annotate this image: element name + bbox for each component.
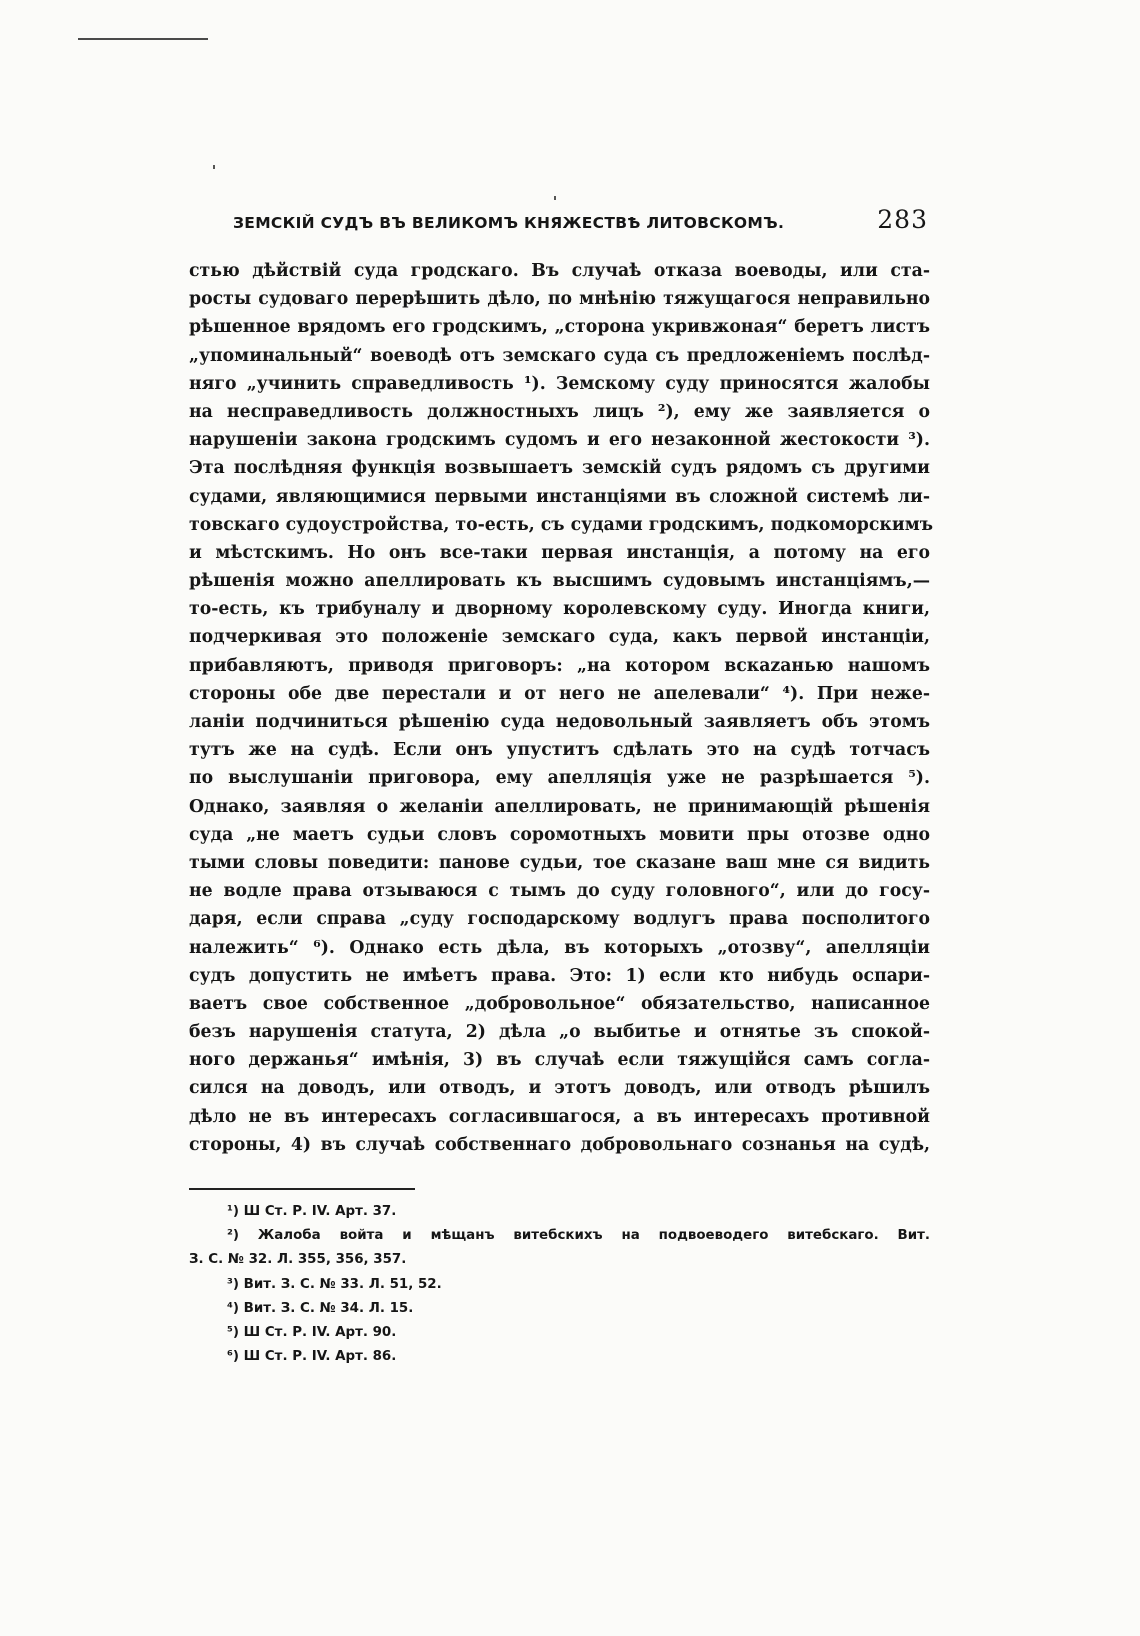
text-line: ланіи подчиниться рѣшенію суда недовольный заявляетъ объ этомъ bbox=[189, 712, 930, 732]
text-line: тутъ же на судѣ. Если онъ упуститъ сдѣлать это на судѣ тотчасъ bbox=[189, 740, 930, 761]
footnote-separator bbox=[189, 1188, 415, 1190]
text-line: нарушеніи закона гродскимъ судомъ и его незаконной жестокости ³). bbox=[189, 430, 930, 451]
footnote: ²) Жалоба войта и мѣщанъ витебскихъ на подвоеводего витебскаго. Вит. bbox=[227, 1228, 930, 1244]
text-line: по выслушаніи приговора, ему апелляція уже не разрѣшается ⁵). bbox=[189, 768, 930, 789]
text-line: ного держанья“ имѣнія, 3) въ случаѣ если тяжущійся самъ согла- bbox=[189, 1050, 930, 1071]
text-line: суда „не маетъ судьи словъ соромотныхъ мовити пры отозве одно bbox=[189, 824, 930, 845]
text-line: ваетъ свое собственное „добровольное“ обязательство, написанное bbox=[189, 993, 930, 1014]
text-line: „упоминальный“ воеводѣ отъ земскаго суда съ предложеніемъ послѣд- bbox=[189, 345, 930, 366]
text-line: безъ нарушенія статута, 2) дѣла „о выбитье и отнятье зъ спокой- bbox=[189, 1022, 930, 1043]
text-line: Эта послѣдняя функція возвышаетъ земскій судъ рядомъ съ другими bbox=[189, 458, 930, 479]
scan-speck bbox=[213, 165, 215, 169]
text-line: судами, являющимися первыми инстанціями въ сложной системѣ ли- bbox=[189, 486, 930, 507]
page-header bbox=[233, 205, 928, 234]
text-line: дѣло не въ интересахъ согласившагося, а въ интересахъ противной bbox=[189, 1106, 930, 1127]
footnote-continuation: З. С. № 32. Л. 355, 356, 357. bbox=[189, 1252, 407, 1268]
running-title: ЗЕМСКІЙ СУДЪ ВЪ ВЕЛИКОМЪ КНЯЖЕСТВѢ ЛИТОВСКОМЪ. bbox=[233, 214, 785, 232]
text-line: судъ допустить не имѣетъ права. Это: 1) если кто нибудь оспари- bbox=[189, 965, 930, 986]
text-line: не водле права отзываюся с тымъ до суду головного“, или до госу- bbox=[189, 881, 930, 902]
footnotes bbox=[189, 1200, 930, 1369]
text-line: росты судоваго перерѣшить дѣло, по мнѣнію тяжущагося неправильно bbox=[189, 289, 930, 310]
text-line: на несправедливость должностныхъ лицъ ²), ему же заявляется о bbox=[189, 401, 930, 422]
text-line: стью дѣйствій суда гродскаго. Въ случаѣ отказа воеводы, или ста- bbox=[189, 261, 930, 281]
footnote: ⁴) Вит. З. С. № 34. Л. 15. bbox=[227, 1300, 414, 1316]
footnote: ³) Вит. З. С. № 33. Л. 51, 52. bbox=[227, 1276, 442, 1292]
text-line: стороны обе две перестали и от него не апелевали“ ⁴). При неже- bbox=[189, 683, 930, 704]
text-line: сился на доводъ, или отводъ, и этотъ доводъ, или отводъ рѣшилъ bbox=[189, 1078, 930, 1099]
body-text bbox=[189, 257, 933, 1159]
text-line: няго „учинить справедливость ¹). Земскому суду приносятся жалобы bbox=[189, 373, 930, 394]
text-line: Однако, заявляя о желаніи апеллировать, не принимающій рѣшенія bbox=[189, 796, 930, 817]
footnote: ⁶) Ш Ст. Р. IV. Арт. 86. bbox=[227, 1349, 397, 1365]
text-line: подчеркивая это положеніе земскаго суда, какъ первой инстанціи, bbox=[189, 627, 930, 648]
text-line: тыми словы поведити: панове судьи, тое сказане ваш мне ся видить bbox=[189, 852, 930, 873]
page-number: 283 bbox=[877, 205, 928, 234]
scan-margin-rule bbox=[78, 38, 208, 40]
footnote: ¹) Ш Ст. Р. IV. Арт. 37. bbox=[227, 1204, 397, 1219]
text-line: то-есть, къ трибуналу и дворному королевскому суду. Иногда книги, bbox=[189, 599, 930, 620]
scan-speck bbox=[554, 196, 556, 200]
text-line: и мѣстскимъ. Но онъ все-таки первая инстанція, а потому на его bbox=[189, 542, 930, 563]
text-line: належить“ ⁶). Однако есть дѣла, въ которыхъ „отозву“, апелляціи bbox=[189, 937, 930, 958]
text-line: стороны, 4) въ случаѣ собственнаго добровольнаго сознанья на судѣ, bbox=[189, 1134, 930, 1155]
text-line: прибавляютъ, приводя приговоръ: „на котором вскazанью нашомъ bbox=[189, 655, 930, 676]
text-line: рѣшенное врядомъ его гродскимъ, „сторона укривжоная“ беретъ листъ bbox=[189, 317, 930, 338]
footnote: ⁵) Ш Ст. Р. IV. Арт. 90. bbox=[227, 1324, 397, 1340]
text-line: товскаго судоустройства, то-есть, съ судами гродскимъ, подкоморскимъ bbox=[189, 514, 933, 535]
text-line: даря, если справа „суду господарскому водлугъ права посполитого bbox=[189, 909, 930, 930]
text-line: рѣшенія можно апеллировать къ высшимъ судовымъ инстанціямъ,— bbox=[189, 571, 930, 592]
